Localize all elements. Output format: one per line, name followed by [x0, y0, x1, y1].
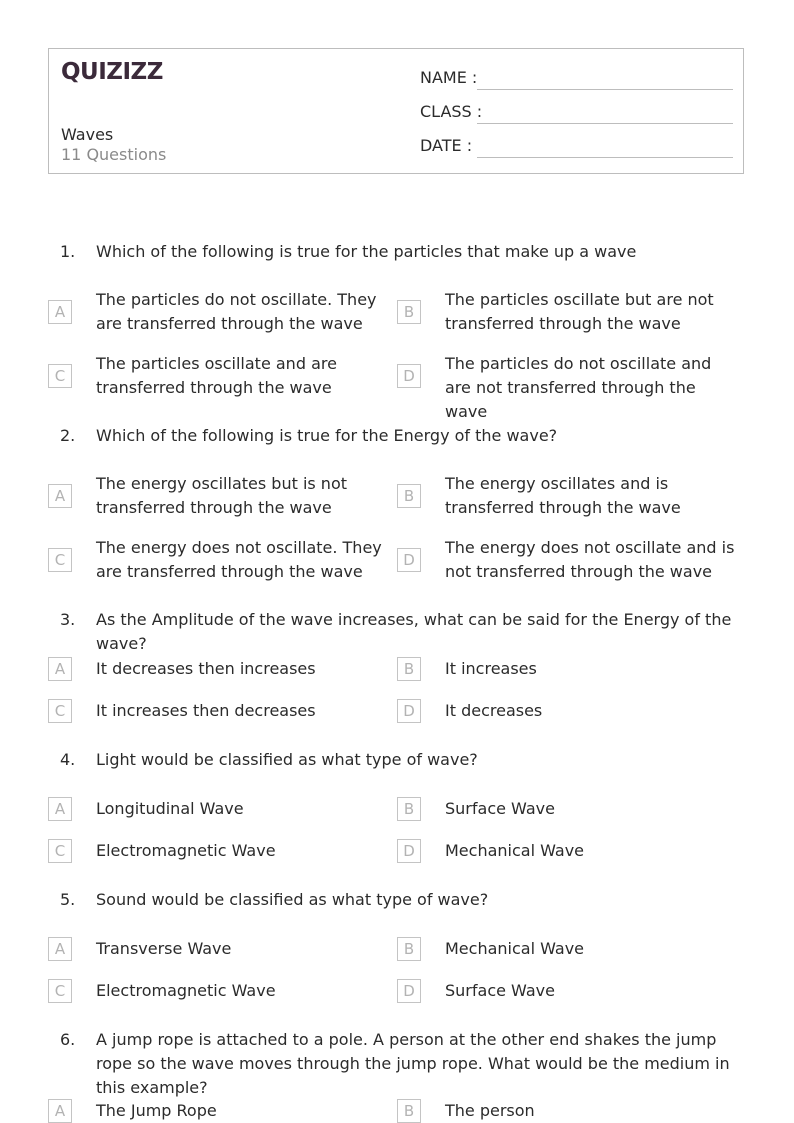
question-number: 1.	[60, 242, 76, 261]
question-number: 4.	[60, 750, 76, 769]
option-c-box[interactable]: C	[48, 979, 72, 1003]
option-c-text: Electromagnetic Wave	[96, 981, 276, 1000]
option-b-box[interactable]: B	[397, 1099, 421, 1123]
question-number: 3.	[60, 610, 76, 629]
option-b-box[interactable]: B	[397, 300, 421, 324]
option-b-text: It increases	[445, 659, 537, 678]
option-b-text: Surface Wave	[445, 799, 555, 818]
option-d-text: The particles do not oscillate and are not transferred through the wave	[445, 354, 712, 421]
option-d-box[interactable]: D	[397, 548, 421, 572]
question-text: A jump rope is attached to a pole. A person at the other end shakes the jump rope so the wave moves through the jump rope. What would be the medium in this example?	[96, 1030, 730, 1097]
option-d-text: It decreases	[445, 701, 543, 720]
option-c-text: Electromagnetic Wave	[96, 841, 276, 860]
question-text: Which of the following is true for the particles that make up a wave	[96, 242, 637, 261]
question-text: Which of the following is true for the Energy of the wave?	[96, 426, 558, 445]
date-field[interactable]	[477, 157, 733, 158]
option-b-text: The person	[445, 1101, 535, 1120]
class-label: CLASS :	[420, 102, 483, 121]
option-b-text: The energy oscillates and is transferred through the wave	[445, 474, 681, 517]
name-field[interactable]	[477, 89, 733, 90]
option-b-text: The particles oscillate but are not transferred through the wave	[445, 290, 714, 333]
name-label: NAME :	[420, 68, 478, 87]
question-text: Sound would be classified as what type of wave?	[96, 890, 489, 909]
option-d-box[interactable]: D	[397, 979, 421, 1003]
option-a-box[interactable]: A	[48, 937, 72, 961]
option-c-box[interactable]: C	[48, 364, 72, 388]
option-a-box[interactable]: A	[48, 1099, 72, 1123]
question-count: 11 Questions	[61, 145, 167, 164]
class-field[interactable]	[477, 123, 733, 124]
option-a-text: The particles do not oscillate. They are transferred through the wave	[96, 290, 377, 333]
option-a-text: The energy oscillates but is not transferred through the wave	[96, 474, 348, 517]
question-number: 6.	[60, 1030, 76, 1049]
option-b-text: Mechanical Wave	[445, 939, 585, 958]
option-a-box[interactable]: A	[48, 484, 72, 508]
option-d-text: The energy does not oscillate and is not transferred through the wave	[445, 538, 735, 581]
question-number: 5.	[60, 890, 76, 909]
option-d-box[interactable]: D	[397, 839, 421, 863]
option-d-box[interactable]: D	[397, 364, 421, 388]
option-a-box[interactable]: A	[48, 657, 72, 681]
option-a-text: It decreases then increases	[96, 659, 316, 678]
option-a-box[interactable]: A	[48, 300, 72, 324]
option-c-text: The energy does not oscillate. They are transferred through the wave	[96, 538, 382, 581]
worksheet-title: Waves	[61, 125, 114, 144]
option-c-box[interactable]: C	[48, 839, 72, 863]
option-c-text: The particles oscillate and are transferred through the wave	[96, 354, 337, 397]
question-text: As the Amplitude of the wave increases, what can be said for the Energy of the wave?	[96, 610, 732, 653]
option-b-box[interactable]: B	[397, 657, 421, 681]
option-b-box[interactable]: B	[397, 937, 421, 961]
date-label: DATE :	[420, 136, 473, 155]
option-b-box[interactable]: B	[397, 484, 421, 508]
option-a-text: The Jump Rope	[96, 1101, 217, 1120]
option-a-text: Longitudinal Wave	[96, 799, 244, 818]
question-text: Light would be classified as what type of wave?	[96, 750, 478, 769]
option-a-text: Transverse Wave	[96, 939, 232, 958]
option-d-box[interactable]: D	[397, 699, 421, 723]
option-b-box[interactable]: B	[397, 797, 421, 821]
option-c-box[interactable]: C	[48, 699, 72, 723]
worksheet-header	[48, 48, 744, 174]
option-a-box[interactable]: A	[48, 797, 72, 821]
quizizz-logo: QUIZIZZ	[61, 59, 163, 85]
question-number: 2.	[60, 426, 76, 445]
option-d-text: Mechanical Wave	[445, 841, 585, 860]
option-c-box[interactable]: C	[48, 548, 72, 572]
option-d-text: Surface Wave	[445, 981, 555, 1000]
option-c-text: It increases then decreases	[96, 701, 316, 720]
